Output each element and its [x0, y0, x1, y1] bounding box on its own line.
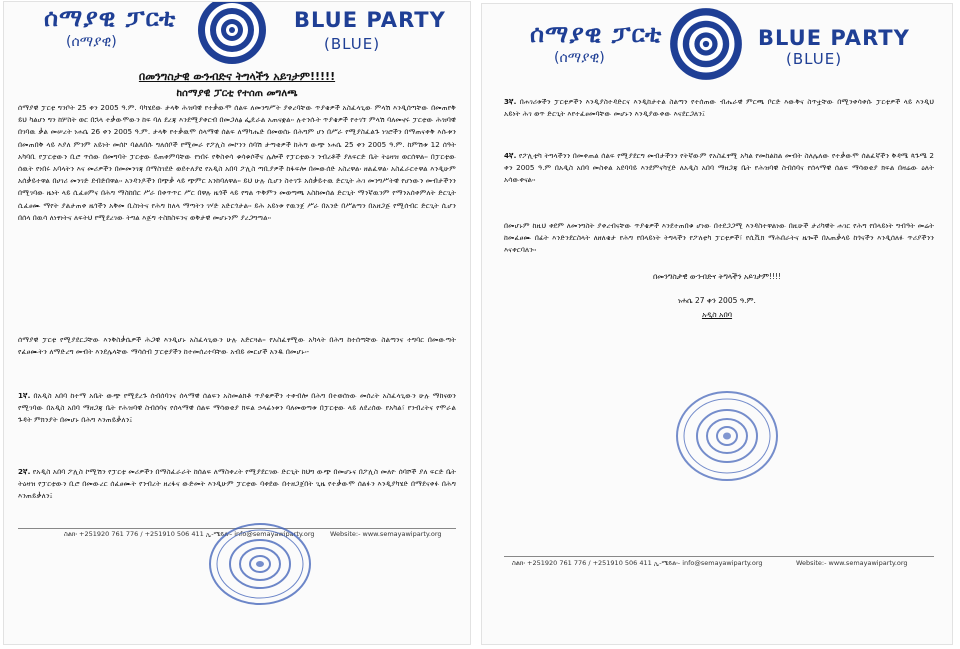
letterhead [482, 4, 952, 70]
statement-place: አዲስ አበባ [701, 310, 733, 319]
party-short-amharic: (ሰማያዊ) [554, 50, 605, 66]
footer-website: Website:- www.semayawiparty.org [796, 559, 908, 567]
item-number: 3ኛ. [504, 97, 517, 106]
list-item [504, 96, 934, 120]
footer-address: ስልክ፡ +251920 761 776 / +251910 506 411 ኢ-ሜይል፡- info@semayawiparty.org [64, 530, 315, 538]
statement-subtitle: ከሰማያዊ ፓርቲ የተሰጠ መግለጫ [176, 88, 298, 99]
seal-stamp-icon [672, 388, 782, 484]
list-item [18, 466, 456, 503]
item-text: በሐገሪቱችን ፓርቲዎችን እንዲያስተዳድርና እንዲከታተል ስልጣን የተሰጠው ብሔራዊ ምርጫ ቦርድ እውቅና ስጥቷቸው በሚንቀሳቀሱ ፓርቲዎች ላይ እንዲህ አይነት ሕገ ወጥ ድርጊት እየተፈፀመባቸው መሆኑን እንዲያውቀው እናደርጋለን፤ [504, 97, 934, 119]
second-paragraph: ሰማያዊ ፓርቲ የሚያደርጋቸው እንቅስቃሴዎች ሕጋዊ እንዲሆኑ አስፈላጊውን ሁሉ አድርጓል፡፡ የአስፈፃሚው አካላት በሕግ ከተሰጣቸው ስልጣንና ተግባር በመውጣት የፈፀሙትን ለማድረግ መብት እንደሌላቸው ማሳሰብ ፓርቲያችን ከተመሰረተባቸው አብይ መርሆች አንዱ በመሆኑ፡- [18, 335, 456, 357]
party-name-amharic: ሰማያዊ ፓርቲ [530, 20, 663, 48]
party-name-english: BLUE PARTY [758, 26, 910, 50]
item-text: በአዲስ አበባ ከተማ አቤት ውጭ የሚደረጉ ሰብሰባንና ሰላማዊ ሰልፍን አስመልክቶ ጥያቄዎችን ተቀብሎ በሕግ በተወሰነው መሰረት አስፈላጊውን ሁሉ ማከናወን የሚገባው በአዲስ አበባ ማዘጋጃ ቤት የሕዝባዊ ስብሰባና የሰላማዊ ሰልፍ ማሳወቂያ ክፍል ኃላፊነቱን ባለመወጣቱ በፓርቲው ላይ ለደረሰው የአካል፣ የንብረትና የሞራል ጉዳት ምክንያት በመሆኑ በሕግ እንጠይቃለን፤ [18, 391, 456, 425]
party-short-amharic: (ሰማያዊ) [66, 34, 117, 50]
closing-paragraph: በመሆኑም ከዚህ ቀደም ለመንግስት ያቀረብናቸው ጥያቄዎች እንደተጠበቁ ሆነው በተደጋጋሚ እንዳስተዋልነው በዚሁች ታሪካዊት ሐገር የሕግ የበላይነት ግብዓት መሬት ከመፈፀሙ በፊት እንድንደርስላት ለዘለቄታ የሕግ የበላይነት ትግላችን የፖለቲካ ፓርቲዎች፣ የሲቪክ ማሕበራትና ዜጐች በአጠቃላይ ከጎናችን እንዲሰለፉ ጥሪያችንን እናቀርባለን፡፡ [504, 221, 934, 255]
intro-paragraph: ሰማያዊ ፓርቲ ግንቦት 25 ቀን 2005 ዓ.ም. ባካሄደው ታላቅ ሕዝባዊ የተቃውሞ ሰልፍ ለመንግሥት ያቀረባቸው ጥያቄዎች አስፈላጊው ምላሽ እንዲሰጣቸው በመጠየቅ ይህ ካልሆነ ግን ከሦስት ወር በኋላ ተቃውሞውን ከፍ ባለ ደረጃ እንደሚያቀርብ በመጋለፅ ፌዴራል አጠናቋል፡፡ ሉተንሱት ጥያቄዎች የተገኘ ምላሽ ባለመኖሩ ፓርቲው ሕዝባዊ በገባዉ ቃል መሠረት ነሐሴ 26 ቀን 2005 ዓ.ም. ታላቅ የተቃዉሞ ሰላማዊ ሰልፍ ለማካሔድ በመወሰኑ በሕግም ሆነ በሥራ የሚያስፈልጉ ነገሮችን በማጠናቀቅ እሱቱን በመጠበቅ ላይ እያለ ምንም አይነት መሰኮ ባልለበሱ ግለሰቦች የሚመራ የፖሊስ መኮንን ሰባሽ ታጣቂዎች ከሕግ ውጭ ነሐሴ 25 ቀን 2005 ዓ.ም. ከምሽቱ 12 ሰዓት አካባቢ የፓርቲውን ቢሮ ጥሰው በመግባት ፓርቲው ይጠቀምባቸው የነበሩ የቅስቀሳ ቁሳቁሶችና ሌሎች የፓርቲውን ንብረቶች ያለፍርድ ቤት ትዕዛዝ ወርሰዋል፡፡ በፓርቲው ሰዉት የነበሩ አባላትን እና መሪዎችን በመመንገጃ በማስገደድ ወደተለያዩ የአዲስ አበባ ፖሊስ ጣቢያዎች ከፋፍሎ በመውሰድ አስረዋል፡ ዘልፈዋል፡ አስፈራርተዋል እንዲሁም አሰቃይተዋል በሀገሪ መንገድ ደብድበዋል፡፡ አንዳንዶችን በጭቃ ላይ ጭምር አንከባለዋል፡፡ ይህ ሁሉ ሲሆን ስተገኙ አሰቃይተዉ ድርጊት ሕገ መንግሥትዊ የሆነውን መብታችንን በሚገባው ዜነት ላይ ሲፈፀምና በሕግ ማስከበር ሥራ በቀጥጥር ሥር በዋሉ ዜጎች ላይ የግል ጥቅምን መወጣጫ አስከመሰል ድርጊት ማንኛዉንም የማንአሰቀምለት ድርጊት ሲፈፀሙ ማየት ያልታጠቀ ዜጎችን አቅመ ቢስነትና የሕግ ከለላ ማጣትን ገሃድ አድርጎታል፡፡ ይሕ አይነቱ የዉንጀ ሥራ በአንድ በሥልጣን በአዘጋጅ የሚሰብር ድርጊት ሲሆን በሰላ በዉሳ ለነፃነትና ለፍትህ የሚደረገው ትግል እጅግ ተስክስፍንና ወቅታዊ መሆኑንም ያረጋግጣል፡፡ [18, 103, 456, 222]
party-logo-icon [668, 6, 744, 82]
list-item [18, 390, 456, 427]
item-number: 2ኛ. [18, 467, 31, 476]
item-number: 4ኛ. [504, 151, 517, 160]
item-text: የፖሊቲካ ትግላችንን በመቀጠል ሰልፍ የሚያደርግ መብታችንን የትኛውም የአስፈፃሚ አካል የመከልከል መብት ስለሌለው የተቃውሞ ሰልፈኛችን ቅዳሜ ጳጉሜ 2 ቀን 2005 ዓ.ም በአዲስ አበባ መስቀል አደባባይ እንደምናካሂድ ለአዲስ አበባ ማዘጋጃ ቤት የሕዝባዊ ስብሰባና የሰላማዊ ሰልፍ ማሳወቂያ ክፍል በዛሬው ዕለት አሳውቀናል፡፡ [504, 151, 934, 185]
party-short-english: (BLUE) [786, 50, 843, 68]
party-logo-icon [196, 2, 268, 66]
left-document-page [4, 2, 470, 644]
party-name-english: BLUE PARTY [294, 8, 446, 32]
right-document-page [482, 4, 952, 644]
statement-date: ነሐሴ 27 ቀን 2005 ዓ.ም. [678, 296, 756, 305]
footer-address: ስልክ፡ +251920 761 776 / +251910 506 411 ኢ-ሜይል፡- info@semayawiparty.org [512, 559, 763, 567]
item-number: 1ኛ. [18, 391, 31, 400]
statement-title: በመንግስታዊ ውንብድና ትግላችን አይገታም!!!!! [138, 70, 336, 83]
party-short-english: (BLUE) [324, 35, 381, 53]
footer-website: Website:- www.semayawiparty.org [330, 530, 442, 538]
item-text: የአዲስ አበባ ፖሊስ ኮሚሽን የፓርቲ መሪዎችን በማስፈራራት ከሰልፍ ለማስቀረት የሚያደርገው ድርጊት ከህግ ውጭ በመሆኑና በፖሊስ መለዮ ሰባሾች ያለ ፍርድ ቤት ትዕዛዝ የፓርቲውን ቢሮ በመውረር ሰፈፀሙት የንብረት ዘረፋና ውድመት እንዲሁም ፓርቲው ባቀደው በተዘጋጀበት ጊዜ የተቃውሞ ሰልፉን እንዲያካሄድ በማደናቀፉ በሕግ እንጠይቃለን፤ [18, 467, 456, 501]
closing-slogan: በመንግስታዊ ውንብድና ትግላችን አይገታም!!!! [652, 272, 781, 281]
footer-divider [504, 556, 934, 557]
seal-stamp-icon [204, 516, 316, 608]
letterhead [4, 2, 470, 68]
list-item [504, 150, 934, 187]
party-name-amharic: ሰማያዊ ፓርቲ [44, 4, 177, 32]
